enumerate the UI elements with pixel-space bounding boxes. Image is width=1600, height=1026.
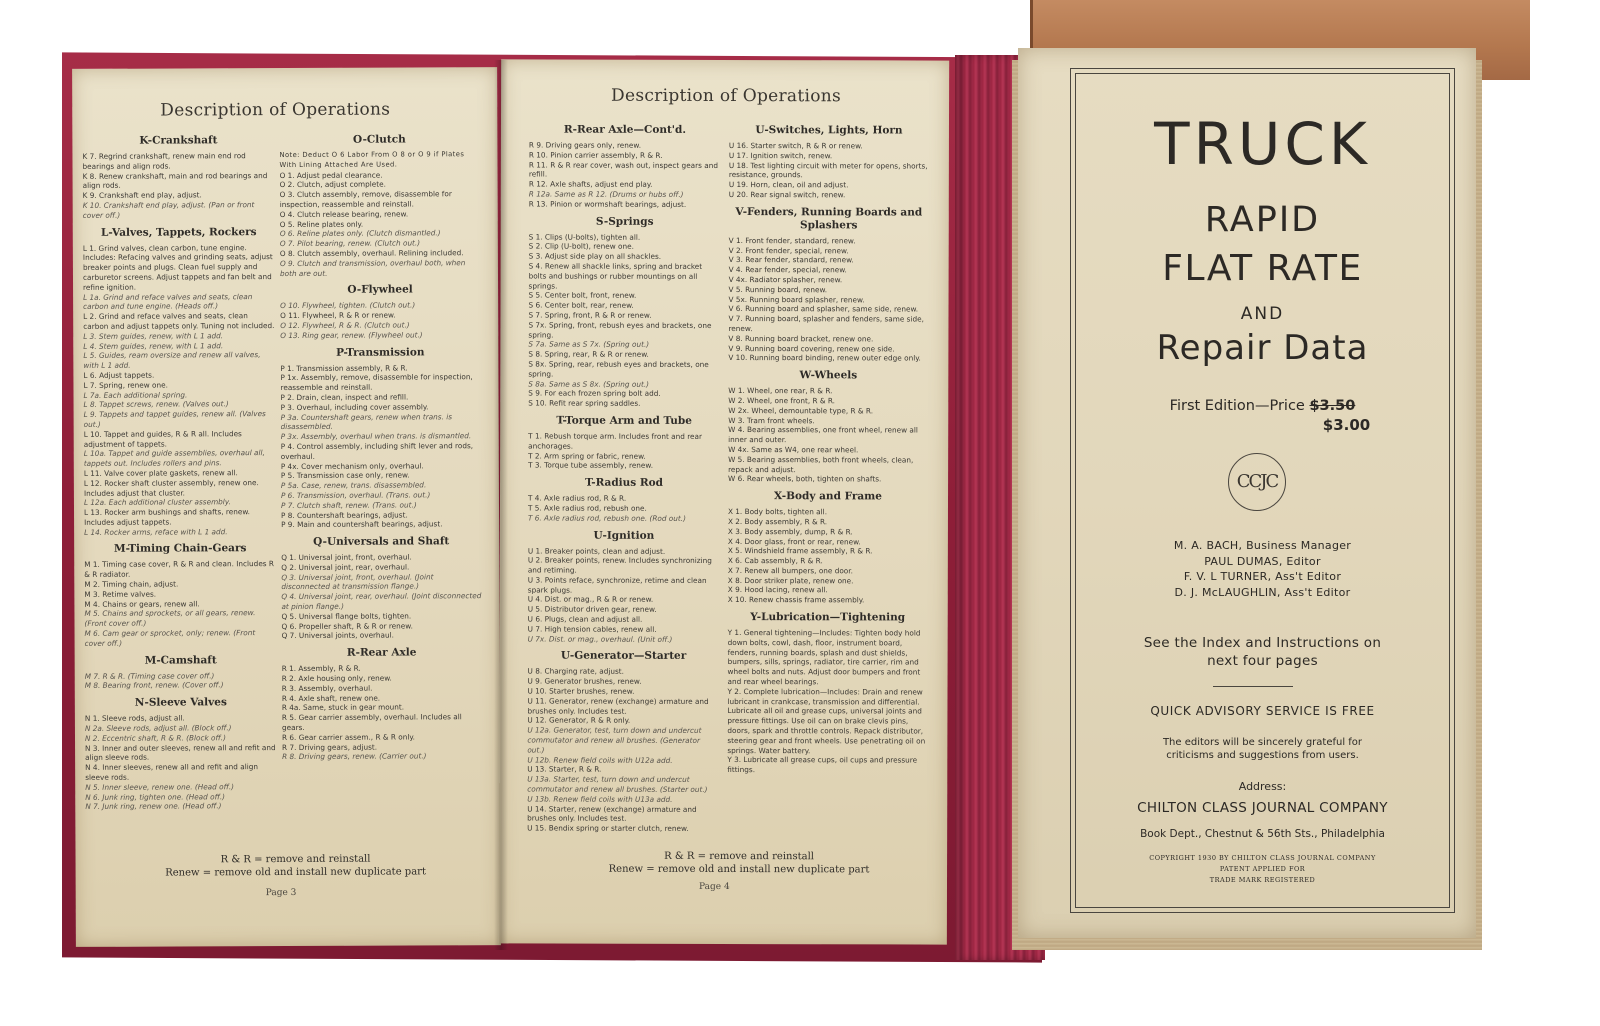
operation-item: U 8. Charging rate, adjust. — [527, 666, 625, 677]
operation-item: L 2. Grind and reface valves and seats, clean carbon and adjust tappets only. Tuning not included. — [83, 311, 275, 331]
operation-item: S 7. Spring, front, R & R or renew. — [528, 310, 652, 320]
operation-section — [280, 284, 480, 341]
operation-item: L 7a. Each additional spring. — [83, 389, 188, 400]
operation-item: L 11. Valve cover plate gaskets, renew all. — [83, 468, 238, 478]
staff-line: D. J. McLAUGHLIN, Ass't Editor — [1174, 585, 1351, 599]
operation-section — [728, 369, 928, 484]
operation-item: X 1. Body bolts, tighten all. — [727, 507, 828, 517]
operation-section — [280, 346, 481, 530]
operation-item: L 12a. Each additional cluster assembly. — [83, 497, 231, 508]
operation-item: L 12. Rocker shaft cluster assembly, renew one. Includes adjust that cluster. — [83, 477, 259, 498]
operation-item: S 2. Clip (U-bolt), renew one. — [528, 241, 634, 252]
operation-item: R 1. Assembly, R & R. — [281, 663, 361, 674]
operation-item: X 2. Body assembly, R & R. — [727, 516, 828, 527]
cover-title-and: AND — [1240, 304, 1285, 324]
page-4-header: Description of Operations — [611, 85, 842, 107]
operation-item: Q 4. Universal joint, rear, overhaul. (Joint disconnected at pinion flange.) — [281, 591, 482, 612]
operation-item: U 12. Generator, R & R only. — [527, 715, 631, 726]
operation-item: Q 3. Universal joint, front, overhaul. (Joint disconnected at transmission flange.) — [281, 572, 434, 592]
operation-item: O 5. Reline plates only. — [279, 219, 364, 229]
index-note-line: See the Index and Instructions on — [1143, 635, 1382, 651]
operation-section — [85, 696, 277, 812]
operation-item: Y 3. Lubricate all grease cups, oil cups and pressure fittings. — [727, 755, 918, 775]
operation-item: N 1. Sleeve rods, adjust all. — [84, 713, 185, 724]
operation-item: S 8a. Same as S 8x. (Spring out.) — [528, 379, 650, 389]
operation-section — [528, 215, 721, 409]
section-title: M-Camshaft — [144, 653, 217, 667]
operation-section — [527, 650, 719, 834]
operation-item: U 3. Points reface, synchronize, retime and clean spark plugs. — [527, 575, 707, 595]
operation-item: N 6. Junk ring, tighten one. (Head off.) — [85, 791, 226, 802]
operation-item: W 5. Bearing assemblies, both front wheels, clean, repack and adjust. — [728, 454, 914, 474]
section-title: U-Switches, Lights, Horn — [755, 124, 903, 137]
operation-item: L 8. Tappet screws, renew. (Valves out.) — [83, 399, 229, 410]
operation-item: N 5. Inner sleeve, renew one. (Head off.) — [85, 782, 235, 792]
page-3-leaf — [72, 67, 501, 947]
operation-item: V 1. Front fender, standard, renew. — [728, 235, 856, 246]
operation-item: R 5. Gear carrier assembly, overhaul. Includes all gears. — [281, 712, 462, 733]
section-title: K-Crankshaft — [139, 134, 218, 147]
operation-item: P 2. Drain, clean, inspect and refill. — [280, 392, 409, 402]
operation-item: S 9. For each frozen spring bolt add. — [528, 388, 661, 399]
operation-item: R 9. Driving gears only, renew. — [528, 140, 642, 150]
operation-item: U 13. Starter, R & R. — [527, 764, 602, 775]
operation-item: Q 6. Propeller shaft, R & R or renew. — [281, 621, 413, 631]
staff-line: F. V. L TURNER, Ass't Editor — [1183, 570, 1342, 583]
operation-item: P 6. Transmission, overhaul. (Trans. out.) — [280, 490, 431, 500]
operation-item: Q 2. Universal joint, rear, overhaul. — [281, 562, 410, 572]
operation-item: P 7. Clutch shaft, renew. (Trans. out.) — [280, 500, 417, 510]
operation-item: L 10a. Tappet and guide assemblies, overhaul all, tappets out. Includes rollers and pins. — [83, 448, 265, 468]
operation-item: O 1. Adjust pedal clearance. — [279, 170, 383, 180]
operation-item: X 4. Door glass, front or rear, renew. — [727, 536, 861, 546]
operation-section — [528, 477, 720, 524]
staff-line: PAUL DUMAS, Editor — [1204, 554, 1321, 568]
cover-title-repair-data: Repair Data — [1156, 328, 1369, 368]
section-title: T-Torque Arm and Tube — [556, 414, 692, 427]
cover-edition-price — [1075, 398, 1450, 414]
operation-item: S 10. Refit rear spring saddles. — [528, 398, 641, 408]
operation-item: T 5. Axle radius rod, rebush one. — [527, 503, 647, 513]
operation-item: S 7a. Same as S 7x. (Spring out.) — [528, 339, 650, 350]
old-price: $3.50 — [1309, 398, 1356, 414]
operation-item: P 8. Countershaft bearings, adjust. — [281, 509, 408, 520]
operation-item: R 4. Axle shaft, renew one. — [281, 693, 381, 703]
operation-item: U 14. Starter, renew (exchange) armature and brushes only. Includes test. — [527, 804, 697, 824]
page-3-column-right — [279, 127, 482, 762]
operation-item: S 4. Renew all shackle links, spring and bracket bolts and bushings or rubber mountings on all springs. — [528, 261, 703, 291]
section-title: U-Generator—Starter — [560, 650, 687, 663]
operation-item: U 17. Ignition switch, renew. — [728, 150, 833, 161]
operation-item: M 1. Timing case cover, R & R and clean. Includes R & R radiator. — [84, 559, 275, 580]
operation-section — [82, 134, 274, 220]
operation-item: N 2a. Sleeve rods, adjust all. (Block off.) — [84, 723, 232, 733]
page-4-legend — [549, 850, 929, 877]
legend-rr: R & R = remove and reinstall — [220, 853, 371, 866]
operation-item: U 9. Generator brushes, renew. — [527, 676, 642, 687]
operation-item: P 4x. Cover mechanism only, overhaul. — [280, 460, 424, 471]
staff-line: M. A. BACH, Business Manager — [1173, 539, 1352, 552]
operation-item: P 5. Transmission case only, renew. — [280, 470, 410, 481]
index-note-line: next four pages — [1207, 653, 1318, 669]
operation-item: U 11. Generator, renew (exchange) armature and brushes only. Includes test. — [527, 696, 709, 716]
cover-title-flat-rate: FLAT RATE — [1162, 248, 1363, 289]
operation-item: S 5. Center bolt, front, renew. — [528, 290, 637, 301]
operation-item: O 7. Pilot bearing, renew. (Clutch out.) — [279, 238, 421, 249]
operation-item: W 2x. Wheel, demountable type, R & R. — [728, 405, 874, 416]
operation-section — [84, 543, 276, 649]
operation-item: T 3. Torque tube assembly, renew. — [528, 460, 654, 471]
operation-item: T 6. Axle radius rod, rebush one. (Rod out.) — [527, 513, 686, 523]
operation-item: L 4. Stem guides, renew, with L 1 add. — [83, 340, 224, 351]
operation-item: L 9. Tappets and tappet guides, renew all. (Valves out.) — [83, 409, 266, 429]
section-title: O-Flywheel — [347, 283, 413, 297]
operation-item: L 13. Rocker arm bushings and shafts, renew. Includes adjust tappets. — [84, 507, 250, 527]
operation-item: M 5. Chains and sprockets, or all gears, renew. (Front cover off.) — [84, 608, 256, 629]
operation-item: V 10. Running board binding, renew outer edge only. — [728, 353, 921, 363]
section-title: N-Sleeve Valves — [134, 696, 227, 709]
operation-item: P 4. Control assembly, including shift lever and rods, overhaul. — [280, 441, 474, 461]
operation-item: P 3. Overhaul, including cover assembly. — [280, 402, 429, 412]
section-title: R-Rear Axle—Cont'd. — [563, 123, 687, 136]
operation-item: U 7x. Dist. or mag., overhaul. (Unit off.) — [527, 634, 673, 644]
section-title: T-Radius Rod — [585, 476, 663, 489]
operation-item: U 4. Dist. or mag., R & R or renew. — [527, 594, 654, 605]
operation-item: W 4. Bearing assemblies, one front wheel, renew all inner and outer. — [728, 425, 918, 445]
operation-item: V 6. Running board and splasher, same side, renew. — [728, 304, 919, 314]
operation-item: L 3. Stem guides, renew, with L 1 add. — [83, 331, 224, 341]
operation-item: R 6. Gear carrier assem., R & R only. — [281, 732, 415, 742]
operation-item: K 10. Crankshaft end play, adjust. (Pan or front cover off.) — [82, 200, 255, 220]
operation-item: Q 5. Universal flange bolts, tighten. — [281, 611, 412, 621]
operation-item: P 9. Main and countershaft bearings, adjust. — [281, 519, 443, 530]
operation-item: T 4. Axle radius rod, R & R. — [527, 493, 627, 503]
section-title: O-Clutch — [352, 133, 406, 146]
section-title: P-Transmission — [336, 345, 425, 359]
edition-label: First Edition—Price — [1169, 398, 1305, 414]
operation-item: O 3. Clutch assembly, remove, disassemble for inspection, reassemble and reinstall. — [279, 189, 452, 210]
cover-company: CHILTON CLASS JOURNAL COMPANY — [1137, 800, 1388, 816]
operation-item: S 6. Center bolt, rear, renew. — [528, 300, 634, 310]
operation-item: U 5. Distributor driven gear, renew. — [527, 604, 657, 615]
operation-item: W 2. Wheel, one front, R & R. — [728, 395, 836, 406]
operation-item: R 4a. Same, stuck in gear mount. — [281, 702, 405, 713]
publisher-monogram-logo: CCJC — [1228, 453, 1286, 511]
legend-rr: R & R = remove and reinstall — [664, 850, 815, 863]
operation-item: R 8. Driving gears, renew. (Carrier out.) — [282, 751, 427, 762]
section-title: X-Body and Frame — [774, 490, 882, 503]
operation-item: X 5. Windshield frame assembly, R & R. — [727, 546, 873, 556]
operation-item: U 13a. Starter, test, turn down and undercut commutator and renew all brushes. (Starter out.) — [527, 774, 708, 794]
operation-item: P 1. Transmission assembly, R & R. — [280, 363, 408, 373]
operation-item: V 4. Rear fender, special, renew. — [728, 265, 847, 275]
operation-item: P 5a. Case, renew, trans. disassembled. — [280, 480, 427, 491]
operation-item: V 9. Running board covering, renew one side. — [728, 343, 895, 353]
cover-index-note — [1075, 634, 1450, 670]
operation-item: N 4. Inner sleeves, renew all and refit and align sleeve rods. — [85, 762, 259, 782]
operation-item: T 2. Arm spring or fabric, renew. — [528, 451, 646, 461]
operation-item: W 3. Tram front wheels. — [728, 415, 815, 425]
operation-item: L 7. Spring, renew one. — [83, 380, 168, 390]
page-4-leaf — [499, 59, 949, 944]
section-title: V-Fenders, Running Boards and Splashers — [735, 205, 923, 232]
new-price: $3.00 — [1322, 416, 1371, 434]
page-3-header: Description of Operations — [160, 99, 391, 121]
operation-item: P 1x. Assembly, remove, disassemble for inspection, reassemble and reinstall. — [280, 372, 473, 393]
cover-divider — [1213, 686, 1293, 687]
operation-item: R 7. Driving gears, adjust. — [282, 742, 378, 752]
operation-section — [529, 123, 721, 209]
operation-item: M 7. R & R. (Timing case cover off.) — [84, 670, 215, 681]
operation-item: U 20. Rear signal switch, renew. — [728, 189, 846, 200]
operation-item: R 13. Pinion or wormshaft bearings, adjust. — [528, 199, 687, 209]
operation-item: X 8. Door striker plate, renew one. — [727, 575, 854, 586]
operation-item: O 12. Flywheel, R & R. (Clutch out.) — [280, 320, 410, 330]
operation-item: S 8. Spring, rear, R & R or renew. — [528, 349, 649, 359]
copyright-line: PATENT APPLIED FOR — [1219, 865, 1306, 873]
operation-item: M 4. Chains or gears, renew all. — [84, 599, 200, 609]
operation-item: L 14. Rocker arms, reface with L 1 add. — [84, 526, 228, 537]
page-3-column-left — [82, 128, 277, 812]
operation-item: U 2. Breaker points, renew. Includes synchronizing and retiming. — [527, 555, 712, 575]
operation-item: L 5. Guides, ream oversize and renew all valves, with L 1 add. — [83, 350, 261, 371]
operation-item: R 12a. Same as R 12. (Drums or hubs off.) — [528, 189, 684, 199]
operation-item: V 2. Front fender, special, renew. — [728, 245, 849, 255]
front-cover — [1018, 48, 1476, 938]
cover-title-rapid: RAPID — [1204, 200, 1321, 240]
operation-item: V 3. Rear fender, standard, renew. — [728, 255, 854, 265]
cover-staff-list — [1075, 538, 1450, 600]
operation-item: X 10. Renew chassis frame assembly. — [727, 595, 865, 605]
operation-item: X 3. Body assembly, dump, R & R. — [727, 526, 853, 537]
page-4-column-right — [727, 118, 929, 776]
operation-section — [728, 490, 928, 605]
operation-item: P 3x. Assembly, overhaul when trans. is dismantled. — [280, 431, 472, 442]
cover-copyright — [1075, 853, 1450, 886]
operation-item: O 4. Clutch release bearing, renew. — [279, 209, 409, 219]
operation-item: U 13b. Renew field coils with U13a add. — [527, 794, 673, 804]
page-4-number: Page 4 — [698, 881, 730, 893]
operation-item: V 4x. Radiator splasher, renew. — [728, 274, 843, 285]
legend-renew: Renew = remove old and install new duplicate part — [165, 866, 426, 879]
operation-item: W 1. Wheel, one rear, R & R. — [728, 386, 833, 396]
operation-item: U 12a. Generator, test, turn down and undercut commutator and renew all brushes. (Generator out.) — [527, 725, 702, 755]
operation-item: U 12b. Renew field coils with U12a add. — [527, 755, 673, 765]
editors-note-line: The editors will be sincerely grateful for — [1162, 737, 1363, 748]
operation-item: O 8. Clutch assembly, overhaul. Relining included. — [279, 248, 464, 258]
operation-item: U 7. High tension cables, renew all. — [527, 624, 657, 634]
operation-item: S 7x. Spring, front, rebush eyes and brackets, one spring. — [528, 320, 712, 340]
cover-title-truck: TRUCK — [1154, 110, 1371, 178]
operation-item: X 6. Cab assembly, R & R. — [727, 556, 823, 566]
section-title: R-Rear Axle — [346, 646, 417, 660]
operation-section — [282, 646, 482, 762]
operation-item: U 19. Horn, clean, oil and adjust. — [728, 180, 849, 190]
operation-item: V 5. Running board, renew. — [728, 284, 828, 295]
section-title: Q-Universals and Shaft — [313, 535, 450, 548]
operation-item: V 5x. Running board splasher, renew. — [728, 294, 865, 304]
operation-section — [728, 206, 928, 364]
operation-section — [85, 654, 277, 691]
operation-item: T 1. Rebush torque arm. Includes front and rear anchorages. — [528, 431, 703, 451]
operation-item: K 9. Crankshaft end play, adjust. — [82, 190, 202, 201]
operation-item: R 10. Pinion carrier assembly, R & R. — [528, 150, 663, 160]
copyright-line: COPYRIGHT 1930 BY CHILTON CLASS JOURNAL COMPANY — [1149, 854, 1376, 862]
page-4-column-left — [527, 117, 721, 834]
operation-item: R 2. Axle housing only, renew. — [281, 673, 392, 684]
operation-item: O 6. Reline plates only. (Clutch dismantled.) — [279, 228, 441, 239]
operation-section — [279, 133, 480, 278]
operation-item: O 2. Clutch, adjust complete. — [279, 179, 386, 190]
operation-item: Y 1. General tightening—Includes: Tighten body hold down bolts, cowl, dash, floor, instrument board, fenders, running boards, splash and dust shields, bumpers, sills, springs, radiator, tire carrier, rim and wheel bolts and nuts. Adjust door bumpers and front and rear wheel bearings. — [727, 628, 921, 687]
operation-item: O 9. Clutch and transmission, overhaul both, when both are out. — [279, 257, 466, 278]
operation-item: L 1. Grind valves, clean carbon, tune engine. Includes: Refacing valves and grinding seats, adjust breaker points and plugs. Clean fuel supply and carburetor screens. Adjust tappets and fan belt and refine ignition. — [82, 242, 273, 292]
operation-section — [727, 611, 927, 775]
operation-item: S 3. Adjust side play on all shackles. — [528, 251, 662, 262]
copyright-line: TRADE MARK REGISTERED — [1209, 876, 1316, 884]
operation-item: R 11. R & R rear cover, wash out, inspect gears and refill. — [528, 160, 719, 179]
page-3-number: Page 3 — [265, 887, 297, 899]
section-title: W-Wheels — [799, 369, 858, 382]
section-title: Y-Lubrication—Tightening — [750, 611, 906, 624]
operation-item: O 10. Flywheel, tighten. (Clutch out.) — [280, 300, 416, 311]
operation-item: M 8. Bearing front, renew. (Cover off.) — [84, 680, 224, 691]
operation-item: Y 2. Complete lubrication—Includes: Drain and renew lubricant in crankcase, transmission and differential. Lubricate all oil and grease cups, universal joints and pressure fittings. Use oil can on brake clevis pins, doors, spark and throttle controls. Repack distributor, steering gear and front wheels. Use penetrating oil on springs. Water battery. — [727, 686, 926, 755]
operation-section — [729, 124, 929, 200]
operation-item: U 18. Test lighting circuit with meter for opens, shorts, resistance, grounds. — [728, 160, 928, 180]
page-3-legend — [116, 852, 476, 880]
operation-item: Q 1. Universal joint, front, overhaul. — [281, 552, 412, 563]
operation-item: U 16. Starter switch, R & R or renew. — [728, 141, 863, 151]
operation-item: N 7. Junk ring, renew one. (Head off.) — [85, 801, 222, 812]
operation-item: Q 7. Universal joints, overhaul. — [281, 631, 395, 641]
operation-item: W 6. Rear wheels, both, tighten on shafts. — [728, 474, 882, 484]
cover-address-label: Address: — [1238, 780, 1287, 793]
operation-item: L 1a. Grind and reface valves and seats, clean carbon and tune engine. (Heads off.) — [83, 291, 253, 312]
operation-item: K 7. Regrind crankshaft, renew main end rod bearings and align rods. — [82, 151, 246, 171]
cover-editors-note — [1075, 736, 1450, 762]
operation-item: R 3. Assembly, overhaul. — [281, 683, 373, 693]
operation-item: L 6. Adjust tappets. — [83, 370, 155, 380]
operation-item: N 3. Inner and outer sleeves, renew all and refit and align sleeve rods. — [85, 742, 276, 763]
operation-item: M 6. Cam gear or sprocket, only; renew. (Front cover off.) — [84, 628, 256, 648]
operation-item: X 9. Hood lacing, renew all. — [727, 585, 828, 595]
operation-section — [83, 226, 276, 538]
operation-item: O 11. Flywheel, R & R or renew. — [280, 310, 396, 321]
cover-advisory: QUICK ADVISORY SERVICE IS FREE — [1150, 704, 1375, 718]
operation-item: O 13. Ring gear, renew. (Flywheel out.) — [280, 330, 423, 340]
operation-item: V 7. Running board, splasher and fenders, same side, renew. — [728, 314, 924, 334]
operation-item: M 3. Retime valves. — [84, 589, 157, 599]
operation-item: X 7. Renew all bumpers, one door. — [727, 565, 853, 576]
operation-item: U 6. Plugs, clean and adjust all. — [527, 614, 643, 624]
operation-item: M 2. Timing chain, adjust. — [84, 579, 179, 589]
operation-item: K 8. Renew crankshaft, main and rod bearings and align rods. — [82, 170, 268, 191]
operation-item: L 10. Tappet and guides, R & R all. Includes adjustment of tappets. — [83, 428, 242, 449]
operation-section — [528, 529, 720, 644]
operation-item: S 8x. Spring, rear, rebush eyes and brackets, one spring. — [528, 359, 709, 379]
operation-item: W 4x. Same as W4, one rear wheel. — [728, 444, 859, 455]
section-title: M-Timing Chain-Gears — [113, 542, 247, 556]
editors-note-line: criticisms and suggestions from users. — [1166, 750, 1359, 761]
operation-section — [528, 414, 720, 471]
operation-item: U 15. Bendix spring or starter clutch, renew. — [527, 823, 689, 834]
operation-item: N 2. Eccentric shaft, R & R. (Block off.) — [84, 733, 226, 743]
operation-item: U 1. Breaker points, clean and adjust. — [527, 545, 666, 556]
section-title: L-Valves, Tappets, Rockers — [101, 225, 257, 239]
operation-item: P 3a. Countershaft gears, renew when trans. is disassembled. — [280, 411, 453, 432]
operation-item: U 10. Starter brushes, renew. — [527, 686, 635, 696]
section-note: Note: Deduct O 6 Labor From O 8 or O 9 if Plates With Lining Attached Are Used. — [279, 150, 465, 169]
operation-item: R 12. Axle shafts, adjust end play. — [528, 179, 653, 189]
operation-section — [281, 535, 481, 641]
operation-item: S 1. Clips (U-bolts), tighten all. — [528, 232, 641, 242]
legend-renew: Renew = remove old and install new duplicate part — [608, 863, 870, 876]
page-fold-crease — [494, 60, 508, 950]
operation-item: V 8. Running board bracket, renew one. — [728, 333, 874, 344]
section-title: U-Ignition — [593, 529, 655, 542]
cover-department: Book Dept., Chestnut & 56th Sts., Philadelphia — [1140, 828, 1385, 840]
section-title: S-Springs — [595, 215, 654, 228]
